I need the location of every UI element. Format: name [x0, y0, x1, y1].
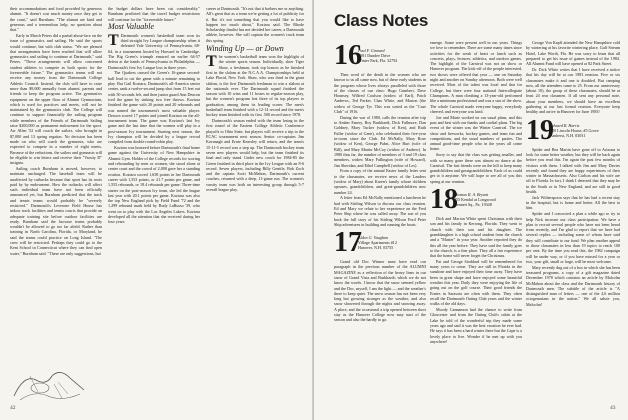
paragraph: their accommodations and food provided by generous alumni. "It doesn't cost much money once they get to the coast," said Burnham. "The alumni are kind and generous and a tremendous help, no question about that.": [10, 6, 102, 33]
drop-cap: T: [108, 31, 119, 49]
paragraph: emerge. Some were present well in our years. Things we love to remember. There are some many times since activities for the weak of heart or lunch such as concerts, plays, lectures, athletics, and outdoor games. The highlight of the Carnival was not on show or Hanover program. The kick-off of the people interested, two shows were offered that year — one on Saturday night and another on Sunday afternoon. Both were well received. Most of the talent was local and that for College, but there were four national Intercollegiate Champions. A man climbing a 13-year-old performed like a minimum professional and was a star of the show. The whole Carnival made everyone happy, everybody cheered, and everyone was kind.: [430, 40, 522, 114]
sketch-illustration: [10, 366, 92, 404]
paragraph: Jack Witherspoon says that he has had a recent stay in the hospital, but is home and better. All the best to him.: [526, 194, 620, 211]
right-page: [314, 0, 628, 420]
class-secretary: Thomas R. A. Bryant 255 Kendal at Longwood Kennett Sq., Pa. 19348: [454, 192, 496, 208]
class-number: 17: [334, 227, 362, 259]
left-column-3: [206, 6, 304, 404]
paragraph: Pat and George Stoddard will be remembered for many years to come. They are still in Florida in the sunshine and have enjoyed their time away. They have been in great shape and have enjoyed some beautiful weather this year. Daily they were enjoying the life of going out on the golf course. Their good friends the Ernies in Sarasota are often with them. They often recall the Dartmouth Outing Club years and the winter walks of the old days.: [430, 258, 522, 307]
class-secretary: Alden G. Vaughan Village Apartments #12 Hanover, N.H. 03755: [358, 235, 397, 251]
paragraph: Mary recently dug out of a box in which she has been treasured programs, a copy of a gift magazine dated December 1978 which contains an article by Malcolm McMahon about the class and the Dartmouth history of Dartmouth men. The subtitle of the article is "A distinguished man of letters — one of the 4,6 million octogenarians in the nation." We all salute you, Malcolm!: [526, 264, 620, 307]
paragraph: George Von Kapff attended the New Hampshire cold by wintering at his favorite wintering place, Gulf Stream Hotel, Lake Worth, Fla. He was sorry to learn that all prepared to get his issue of games instead of the 1984. All Alumni Fund will have opened at 82 Park Street.: [526, 40, 620, 67]
paragraph: Dick and Marion White spent Christmas with their son and his family in Kerrong, Florida. They went to church with their son and his daughter. The granddaughter is a high school student from the church and a "Master" in your year. Another reported they do this all the year before. They have said the family goes to the church, is a fine place. They all a fair experience that the home will never forget the Christmas.: [430, 216, 522, 259]
paragraph: Dartmouth's season ended with the team losing in the first round of the Eastern College Athletic Conference playoffs to Ohio State, but players will receive a trip to the ECAC tournament next season. Senior co-captains Jim Kavanagh and Ernie Kearsley will return, and the team's 15-11-5 record was a step up. The Dartmouth hockey team seven new players would help, but the team finished its final and only stand. Under new coach for 1984-85 the Green finished in third place in the Ivy League with an 8-6 record. Seven players, including Billy Gentile, Bob Zoch and the captain Scott McMahon, Dartmouth's current coaches, returned with a deep, 11-game run. The women's varsity team was both an interesting group through 5-7 overall league play.: [206, 118, 304, 192]
paragraph: Then word of the death in the women who are known to us all came now, but of these early students in the program whose lives always paralleled with those of the classes of our class: Hugo Gumbert, Dave Hounsey, Wilfred Coulson (widow of Earl), Patch Andrews, Ted Parker, Chas White, and Marion (the widow of George Tyr. This was sorted as the "Case Club" of 1916.: [334, 72, 426, 115]
paragraph: Early in March Peters did a partial about-face on the issue of gymnastics and sailing. He said the sports would continue, but with club status. "We are pleased that arrangements have been reached that will allow gymnastics and sailing to continue at Dartmouth," said Peters. "These arrangements will allow concerned student athletes to compete as both sports for the foreseeable future." The gymnastics teams will not receive any money from the Dartmouth College Athletic Council. Instead, the club will have to raise more than $9,000 annually from alumni, parents and friends to keep the program active. The gymnastics equipment on the upper floor of Alumni Gymnasium, which is used for practices and meets, will not be maintained by the gymnastics club. The College will continue to support financially the sailing program while members of the Friends of Dartmouth Sailing raise $200,000 as permanent endowment for the sport. Arr Allen '52 will coach the sailors, who brought in $7,000 and 13 spring regattas. No decision has been made on who will coach the gymnasts, who are expected to compete in a number of eight meets. Because of the reductions, the sailors and gymnasts will be eligible to win letters and receive their "Varsity D" insignia.: [10, 32, 102, 166]
paragraph: Moody Cannamon had the chance to write from Gloucester and from the Outing Club's cabin at the Lake he told of the wonderful trip they made some years ago and said it was the best vacation he ever had. He says it has been a hard winter there but the Cape is a lovely place to live. Wonder if he met up with you anywhere!: [430, 307, 522, 344]
paragraph: A letter from Ed McNally mentioned a luncheon he had with Stirling Wilson to discuss our class reunion. Ed and Mary we relate to her experience on the Fred Peter Ship where he was called away. The son of you back the full story of his Stirling Wilson Ford Peter Ship adventures in building and running the boats.: [334, 195, 426, 227]
right-column-2: [430, 40, 522, 404]
class-header-17: [334, 227, 426, 259]
paragraph: During the war of 1980, calls the reunion after trip to Amber Emery, Roy Burkhardt, Dick Fullmore, Dan Goldney, Mary Tucker (widow of Ken), and Ruth Fuller (widow of Gene), who celebrated their five-year in-room since the Club. Ed McNally, Mary Rose (widow of Ken), George Pabst, Alice Burt (wife of Bill), and Mary Martin McCoy (widow of Andrew). In 1980 thus far, the number of members of 3 and 19 class members, widow Mary Fullington (wife of Howard), Jim Sheridan, and Ethel Campbell (widow of Les).: [334, 114, 426, 168]
page-number-right: 43: [610, 405, 616, 411]
paragraph: Koziara was honored before Dartmouth's final home game against the University of New Hampshire in Alumni Gym. Holder of the College records for scoring and rebounding by men or women, she stood alone at center court and the crowd of 2,000 gave her a standing ovation. Koziara scored 1,658 points in her Dartmouth career with 1,553 points, or 21.7 points per game, and 1,553 rebounds, or 18.4 rebounds per game. Three-time starter on the post-season Ivy team, she led the league last year with 20.1 points per game. Koziara was also the top New England pick by Field Fund '72 and the 1,299 rebound mark held by Rudy LaRusso '59, who went on to play with the Los Angeles Lakers. Koziara developed all the attention that she received during her four years: [108, 145, 200, 225]
drop-cap: T: [206, 53, 217, 71]
left-column-2: [108, 6, 200, 404]
class-number: 18: [430, 184, 458, 216]
class-header-16: [334, 40, 426, 71]
paragraph: The Quakers caused the Green's 16-game second-half lead to cut the game with a minute remaining to play. But Gail Koziara, Dartmouth's all-America senior center, sank a twelve-second jump shot from 15 feet out with 50 seconds left, and then junior guard Ann Deacon iced the game by sinking two free throws. Koziara finished the game with 20 points and 20 rebounds and was named the tournament's most valuable player. Deacon scored 17 points and joined Koziara on the all-tournament team. The game was Koziara's last Ivy game and the last time that the women will play in a post-season Ivy tournament. Starting next season, the Ivy champion will be decided by a league record compiled from double round-robin play.: [108, 70, 200, 145]
class-number: 19: [526, 114, 554, 146]
subhead-winding-up: Winding Up — or Down: [206, 43, 284, 53]
paragraph: Joe and Marie worked on our usual plans, and this past and best with our thanks and cordial plans. The big event of the winter was the Winter Carnival. The ice show and fireworks, hockey games, and team fun and competitions, and the usual numbers of parties. The annual good-time people who in the years all come home.: [430, 114, 522, 152]
left-column-1: [10, 6, 102, 364]
paragraph: the budget dollars have been cut considerably." Burnham predicted that the travel budget restrictions will continue for the "foreseeable future.": [108, 6, 200, 22]
class-secretary: Paul F. Ginnard 2081 Dundee Drive Winter Park, Fla. 32792: [358, 48, 398, 63]
class-header-19: [526, 114, 620, 146]
paragraph: Spider and I concocted a plan a while ago to try to help Nick increase our class participation. We have a plan to recruit several people who have not been heard from recently, and I'm glad to report that we have had several replies — including some of whom have said they will contribute to our fund. We plan another appeal to those classmates in less than 19 topics to reach 100 per cent. By the time you read this, the 1982 campaign will be under way, or if you have missed for a year or two, your gift, small or large, will be most welcome.: [526, 211, 620, 264]
paragraph: career at Dartmouth. "It's not that it bothers me or anything. All's great that as a team we're getting a lot of publicity for it. But it's not something that you would like to have happen too much about," Koziara said. The Rhode Scholarship finalist has not decided her career, a Dartmouth athlete, however. She will captain the women's track team this spring.: [206, 6, 304, 43]
paragraph: From a copy of the annual Easter family letter sent to the classmates, we receive news of the Lauders (widow of Mary) about Karen's family whose children spouses, grandchildren, and great-grandchildren now number 24.: [334, 168, 426, 195]
paragraph: Sailing coach Burnham is moved, however, to maintain uncharged. The baseball team will be unaffected by cutbacks because that sport has its roots paid by by endowment. How the cutbacks will affect such individual team have not been officially announced yet, but Burnham predicted that the track and tennis teams would probably be "severely restricted." Dartmouth's Leverone Field House has indoor track facilities and tennis courts that provide an adequate training site before outdoor facilities are ready. Burnham said the lacrosse teams probably wouldn't be allowed to go too far afield. Rather than training in North Carolina, Florida, or Maryland, he said the teams could practice on Long Island. "The crew will be restricted. Perhaps they could go to the Kent School in Connecticut where they can find open water," Burnham said. "These are only suggestions, but: [10, 165, 102, 256]
paragraph: Dr. Dick White writes that I have received a notice that his day will be at our 1983 reunion. Five or six classmates make it and one is disabled. But camping now, all the attendees came to 25. From our anniversary (about 10), the group of these classmates, should be at least 24 rear classmen. If all sent any personal note, about your members, we should have an excellent gathering at our last formal reunion. Everyone keep healthy and arrive in Hanover for June 1983!: [526, 66, 620, 115]
paragraph: Spider and Bea Martin have gone off to Arizona to look for some better weather, but they will be back again before you read this. I'm again the past few months of visitors with them. I talked with Jim and Mary Davies recently and found they are happy experiences of their winter in Massachusetts. Also Carlton and his wife are off to Florida. In fact, I think I detected that they may be in the South or in New England, and are still in good health.: [526, 146, 620, 195]
class-header-18: [430, 184, 522, 216]
right-column-1: [334, 40, 426, 404]
class-secretary: Edward R. Harris 200 Lincoln House, #5 Grove Amherst, N.H. 03031: [550, 122, 599, 138]
section-title: Class Notes: [334, 11, 429, 30]
paragraph: Sorry to say that the class was getting smaller, and with so many gone there was almost no dance at the Carnival. The fast friends were on the hill to keep many grandchildren and greatgrandchildren. Each of us could get to it anytime. We will hope to see all of you this spring at our reunion.: [430, 152, 522, 184]
class-number: 16: [334, 40, 362, 71]
paragraph: T Dartmouth women's basketball team won its third straight Ivy League championship when it defeated Yale University of Pennsylvania, 68-64, in a tournament hosted by Harvard in Cambridge. The Big Green's triumph ensured an earlier 64-57 defeat at the hands of Pennsylvania in Philadelphia — Dartmouth's first Ivy League loss in three years.: [108, 31, 200, 70]
paragraph: The women's basketball team won the highlight of the winter sports season. Individually, skier Tiger Shaw, a freshman, took top honors as he finished first in the slalom at the N.C.A.A. Championships held at Lake Placid, New York. Shaw, who was third in the giant slalom, is the first Dartmouth freshman to win a slalom at the nationals ever. The Dartmouth squad finished the season with 10 wins and 11 losses in regular-season play, but the women's program lost three of its top players to graduation, among them its leading scorer. The men's basketball team finished with a 12-14 record and the men's hockey team finished with its first .500 record since 1978.: [206, 53, 304, 118]
subhead-most-valuable: Most Valuable: [108, 22, 154, 32]
page-number-left: 42: [10, 405, 16, 411]
right-column-3: [526, 40, 620, 404]
paragraph: Grand old Doc Winner must have read our paragraph in the previous number of the ALUMNI MAGAZINE as a reflection of the heavy lines in our snow of Grand Vista and Burkhardt; which we do not know the words. I know that the snow seemed yellow and the Doc, myself, I am the light — and the weather's there to keep quiet. The snow season has not been very long but growing stronger as the weather, and also snow showered through the nights and snowing away. A place, and the occasional a trip opened between short stay as the Hanover College now may start of the season and also the hardly to go.: [334, 259, 426, 323]
